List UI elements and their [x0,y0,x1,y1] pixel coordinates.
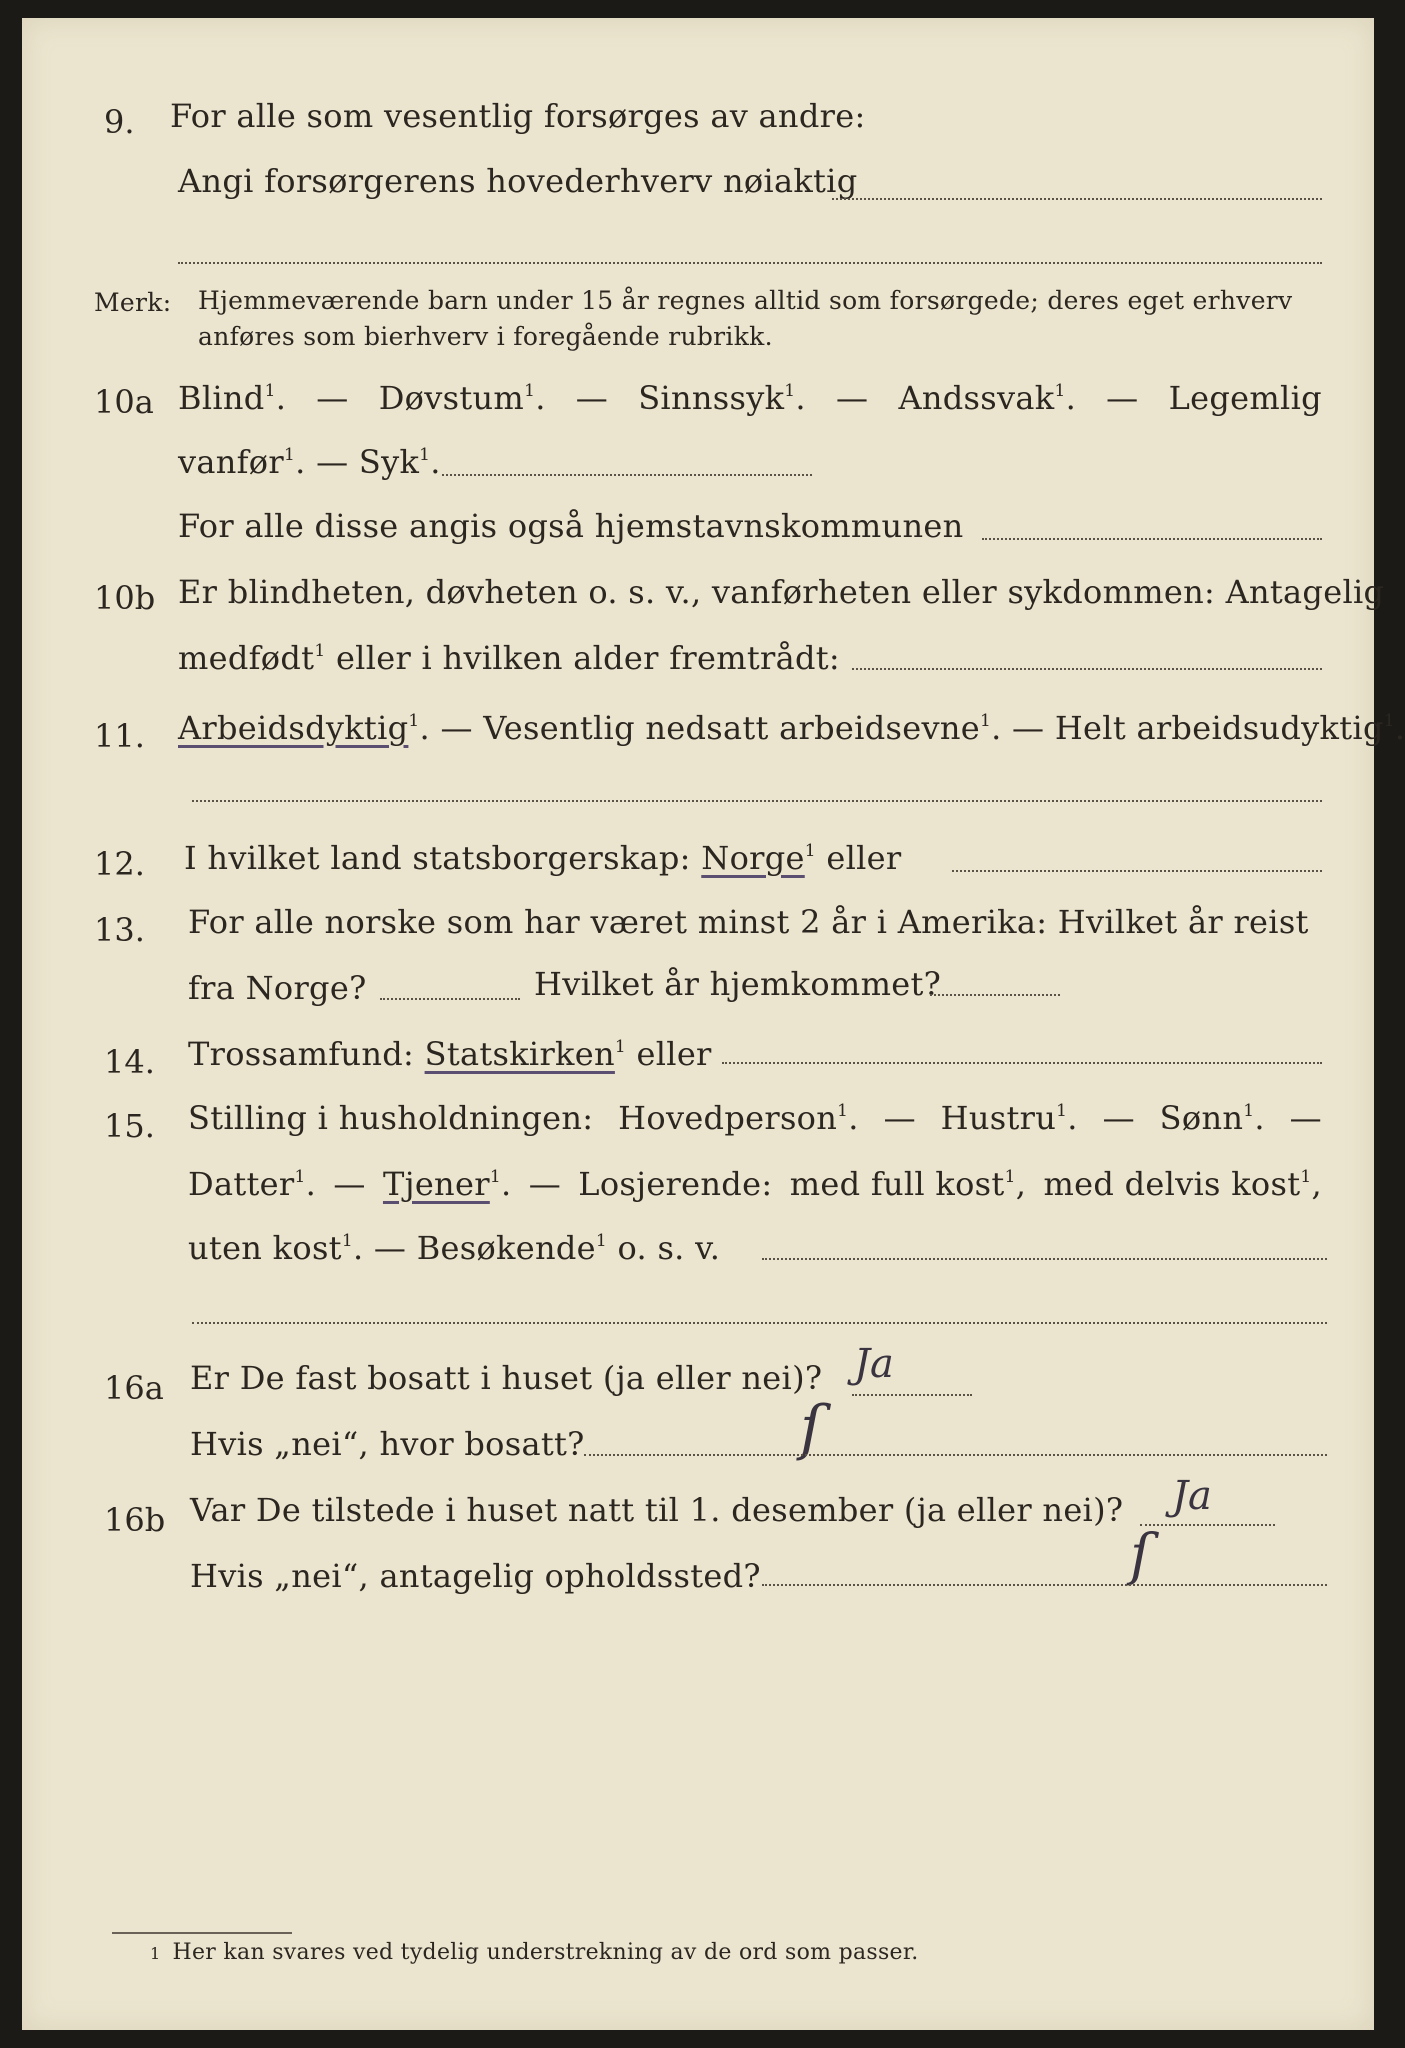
q15-answer-line[interactable] [762,1258,1327,1260]
q15-opt-besokende[interactable]: Besøkende [416,1229,596,1267]
q14-opt-statskirken[interactable]: Statskirken [424,1035,615,1073]
q15-opt-hustru[interactable]: Hustru$^1$. [940,1099,1078,1137]
q10a-line-1 [178,378,1322,418]
footnote: 1 Her kan svares ved tydelig understrekning av de ord som passer. [150,1940,919,1965]
q10a-hometown-text: For alle disse angis også hjemstavnskommunen [178,507,964,545]
q15-opt-delvis-kost[interactable]: med delvis kost$^1$, [1043,1165,1322,1203]
q12-line: I hvilket land statsborgerskap: Norge$^1$ eller [184,839,902,877]
q16a-number: 16a [104,1369,164,1407]
q14-line: Trossamfund: Statskirken$^1$ eller [188,1035,712,1073]
q15-opt-hovedperson[interactable]: Hovedperson$^1$. [618,1099,859,1137]
q16b-answer-line[interactable] [1140,1524,1275,1526]
q11-opt-nedsatt[interactable]: Vesentlig nedsatt arbeidsevne [483,709,980,747]
q16b-line-1: Var De tilstede i huset natt til 1. desember (ja eller nei)? [190,1491,1124,1529]
q16a-residence-line[interactable] [584,1454,1327,1456]
q11-opt-arbeidsudyktig[interactable]: Helt arbeidsudyktig [1054,709,1384,747]
note-line-2: anføres som bierhverv i foregående rubrikk. [198,322,773,351]
q9-number: 9. [104,103,135,141]
q15-number: 15. [104,1107,155,1145]
q11-line: Arbeidsdyktig$^1$. — Vesentlig nedsatt arbeidsevne$^1$. — Helt arbeidsudyktig$^1$. [178,709,1405,747]
q10b-line-2: medfødt$^1$ eller i hvilken alder fremtrådt: [178,639,841,677]
q9-text: For alle som vesentlig forsørges av andre: [170,97,866,135]
q16b-line-2: Hvis „nei“, antagelig opholdssted? [190,1557,761,1595]
note-label: Merk: [94,288,172,317]
note-line-1: Hjemmeværende barn under 15 år regnes alltid som forsørgede; deres eget erhverv [198,286,1293,315]
q10a-answer-line[interactable] [442,474,812,476]
q10a-andssvak: Andssvak$^1$. [898,379,1077,417]
q10b-answer-line[interactable] [852,668,1322,670]
q15-line-1: Stilling i husholdningen: Hovedperson$^1$. — Hustru$^1$. — Sønn$^1$. — [188,1099,1322,1137]
q16a-handwritten-answer: Ja [854,1341,894,1387]
q9-sub-text: Angi forsørgerens hovederhverv nøiaktig [178,162,858,200]
q10a-dash-1: — [316,379,349,417]
q10a-number: 10a [94,383,154,421]
q14-number: 14. [104,1043,155,1081]
q15-opt-uten-kost[interactable]: uten kost [188,1229,342,1267]
q15-opt-full-kost[interactable]: med full kost$^1$, [789,1165,1027,1203]
q13-year-left-line[interactable] [380,998,520,1000]
q10b-line-1: Er blindheten, døvheten o. s. v., vanførheten eller sykdommen: Antagelig [178,573,1385,611]
q10a-dash-4: — [1106,379,1139,417]
q15-opt-datter[interactable]: Datter$^1$. [188,1165,317,1203]
q16b-number: 16b [104,1501,166,1539]
census-form-page [22,18,1405,2030]
q15-opt-sonn[interactable]: Sønn$^1$. [1159,1099,1265,1137]
q16a-answer-line[interactable] [852,1394,972,1396]
q9-answer-line-2[interactable] [178,262,1322,264]
q16a-ditto-stroke: ſ [800,1393,823,1463]
q12-answer-line[interactable] [952,870,1322,872]
q13-line-2b: Hvilket år hjemkommet? [534,965,942,1003]
q15-line-3: uten kost$^1$. — Besøkende$^1$ o. s. v. [188,1229,721,1267]
q10a-legemlig: Legemlig [1168,379,1322,417]
q10a-dash-2: — [575,379,609,417]
q14-answer-line[interactable] [722,1062,1322,1064]
q10a-dovstum: Døvstum$^1$. [378,379,546,417]
q15-answer-line-2[interactable] [192,1322,1327,1324]
q11-opt-arbeidsdyktig[interactable]: Arbeidsdyktig [178,709,409,747]
q13-line-2a: fra Norge? [188,969,367,1007]
q10a-dash-3: — [836,379,869,417]
q13-number: 13. [94,911,145,949]
q10a-blind: Blind$^1$. [178,379,287,417]
q12-opt-norge[interactable]: Norge [701,839,805,877]
q16b-whereabouts-line[interactable] [762,1584,1327,1586]
q9-answer-line[interactable] [832,198,1322,200]
q10a-line-2: vanfør$^1$. — Syk$^1$. [178,443,441,481]
q10a-sinnssyk: Sinnssyk$^1$. [638,379,806,417]
q16b-ditto-stroke: ſ [1130,1523,1151,1588]
q10a-hometown-line[interactable] [982,538,1322,540]
q15-line-2: Datter$^1$. — Tjener$^1$. — Losjerende: med full kost$^1$, med delvis kost$^1$, [188,1165,1322,1203]
q16b-handwritten-answer: Ja [1172,1473,1212,1519]
q16a-line-1: Er De fast bosatt i huset (ja eller nei)? [190,1359,823,1397]
q13-year-returned-line[interactable] [930,994,1060,996]
q13-line-1: For alle norske som har været minst 2 år i Amerika: Hvilket år reist [188,903,1309,941]
q10b-number: 10b [94,579,156,617]
q11-number: 11. [94,717,145,755]
q12-number: 12. [94,845,145,883]
q15-opt-tjener[interactable]: Tjener$^1$. [382,1165,512,1203]
footnote-separator [112,1932,292,1934]
q16a-line-2: Hvis „nei“, hvor bosatt? [190,1425,585,1463]
q11-answer-line[interactable] [192,800,1322,802]
